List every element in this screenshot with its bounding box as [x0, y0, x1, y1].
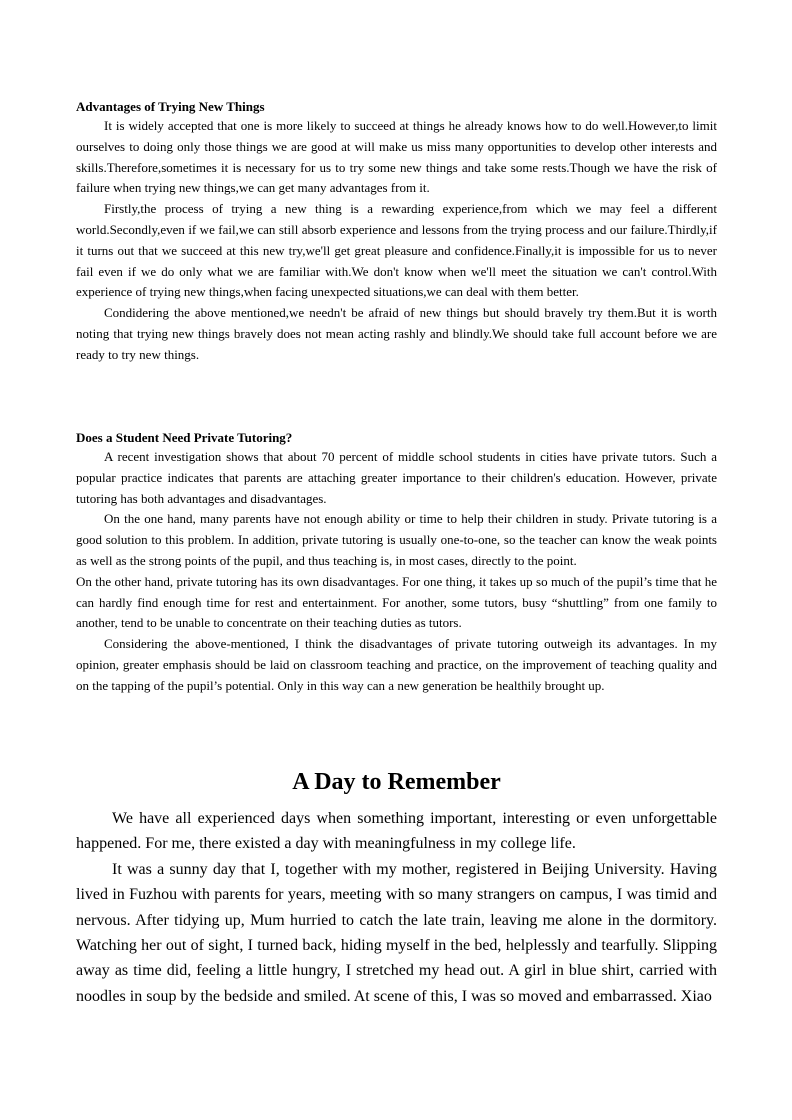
paragraph: Considering the above-mentioned, I think the disadvantages of private tutoring outweigh its advantages. In my opinion, greater emphasis should be laid on classroom teaching and practice, on the improvement of teaching quality and on the tapping of the pupil’s potential. Only in this way can a new generation be healthily brought up. [76, 636, 717, 693]
essay-private-tutoring [76, 429, 717, 697]
paragraph: On the one hand, many parents have not enough ability or time to help their children in study. Private tutoring is a good solution to this problem. In addition, private tutoring is usually one-to-one, so the teacher can know the weak points as well as the strong points of the pupil, and thus teaching is, in most cases, directly to the point. [76, 511, 717, 568]
paragraph: A recent investigation shows that about 70 percent of middle school students in cities have private tutors. Such a popular practice indicates that parents are attaching greater importance to their children's education. However, private tutoring has both advantages and disadvantages. [76, 449, 717, 506]
essay-title: Does a Student Need Private Tutoring? [76, 430, 293, 445]
paragraph: We have all experienced days when something important, interesting or even unforgettable happened. For me, there existed a day with meaningfulness in my college life. [76, 810, 717, 853]
paragraph: Condidering the above mentioned,we needn't be afraid of new things but should bravely try them.But it is worth noting that trying new things bravely does not mean acting rashly and blindly.We should take full account before we are ready to try new things. [76, 305, 717, 362]
paragraph: It was a sunny day that I, together with my mother, registered in Beijing University. Having lived in Fuzhou with parents for years, meeting with so many strangers on campus, I was timid and nervous. After tidying up, Mum hurried to catch the late train, leaving me alone in the dormitory. Watching her out of sight, I turned back, hiding myself in the bed, helplessly and tearfully. Slipping away as time did, feeling a little hungry, I stretched my head out. A girl in blue shirt, carried with noodles in soup by the bedside and smiled. At scene of this, I was so moved and embarrassed. Xiao [76, 860, 717, 1005]
paragraph: It is widely accepted that one is more likely to succeed at things he already knows how to do well.However,to limit ourselves to doing only those things we are good at will make us miss many opportunities to develop other interests and skills.Therefore,sometimes it is necessary for us to try some new things and take some rests.Though we have the risk of failure when trying new things,we can get many advantages from it. [76, 118, 717, 196]
essay-trying-new-things [76, 98, 717, 366]
essay-day-to-remember [76, 806, 717, 1009]
essay-title-large: A Day to Remember [292, 769, 501, 795]
paragraph: On the other hand, private tutoring has its own disadvantages. For one thing, it takes up so much of the pupil’s time that he can hardly find enough time for rest and entertainment. For another, some tutors, busy “shuttling” from one family to another, tend to be unable to concentrate on their teaching duties as tutors. [76, 573, 717, 631]
essay-title: Advantages of Trying New Things [76, 99, 265, 114]
paragraph: Firstly,the process of trying a new thing is a rewarding experience,from which we may feel a different world.Secondly,even if we fail,we can still absorb experience and lessons from the trying process and our failure.Thirdly,if it turns out that we succeed at this new try,we'll get great pleasure and confidence.Finally,it is impossible for us to never fail even if we do only what we are familiar with.We don't know when we'll meet the situation we can't control.With experience of trying new things,when facing unexpected situations,we can deal with them better. [76, 201, 717, 300]
